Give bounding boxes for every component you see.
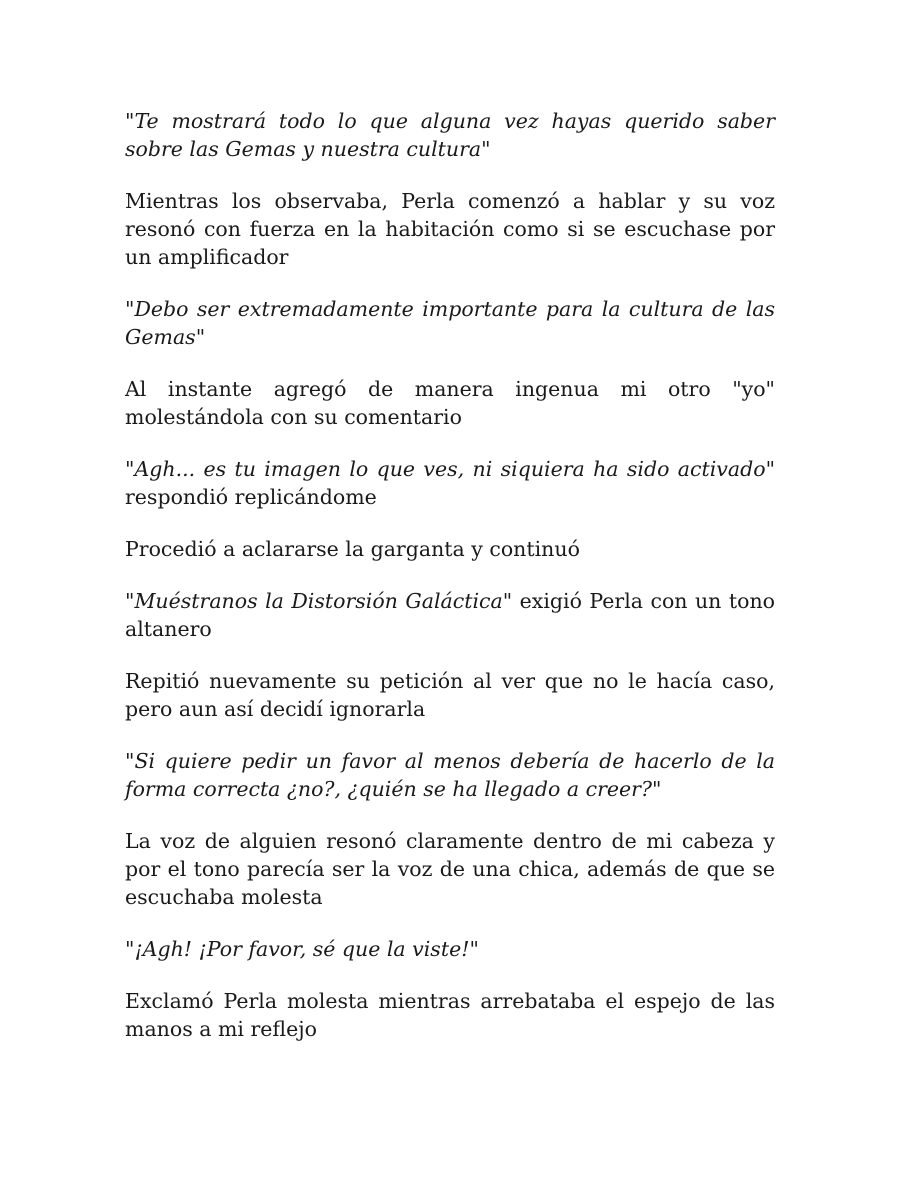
dialogue-paragraph: "Si quiere pedir un favor al menos debería de hacerlo de la forma correcta ¿no?, ¿quién se ha llegado a creer?" — [125, 749, 775, 801]
narration-paragraph: La voz de alguien resonó claramente dentro de mi cabeza y por el tono parecía ser la voz de una chica, además de que se escuchaba molesta — [125, 829, 775, 909]
dialogue-paragraph: "Agh... es tu imagen lo que ves, ni siquiera ha sido activado" respondió replicándome — [125, 457, 775, 509]
narration-paragraph: Mientras los observaba, Perla comenzó a hablar y su voz resonó con fuerza en la habitación como si se escuchase por un amplificador — [125, 189, 775, 269]
dialogue-paragraph: "¡Agh! ¡Por favor, sé que la viste!" — [125, 937, 479, 961]
narration-paragraph: Al instante agregó de manera ingenua mi otro "yo" molestándola con su comentario — [125, 377, 775, 429]
narration-paragraph: Exclamó Perla molesta mientras arrebataba el espejo de las manos a mi reflejo — [125, 989, 775, 1041]
dialogue-paragraph: "Muéstranos la Distorsión Galáctica" exigió Perla con un tono altanero — [125, 589, 775, 641]
narration-paragraph: Procedió a aclararse la garganta y continuó — [125, 537, 580, 561]
dialogue-paragraph: "Debo ser extremadamente importante para la cultura de las Gemas" — [125, 297, 775, 349]
narration-paragraph: Repitió nuevamente su petición al ver que no le hacía caso, pero aun así decidí ignorarla — [125, 669, 775, 721]
dialogue-paragraph: "Te mostrará todo lo que alguna vez hayas querido saber sobre las Gemas y nuestra cultura" — [125, 109, 775, 161]
